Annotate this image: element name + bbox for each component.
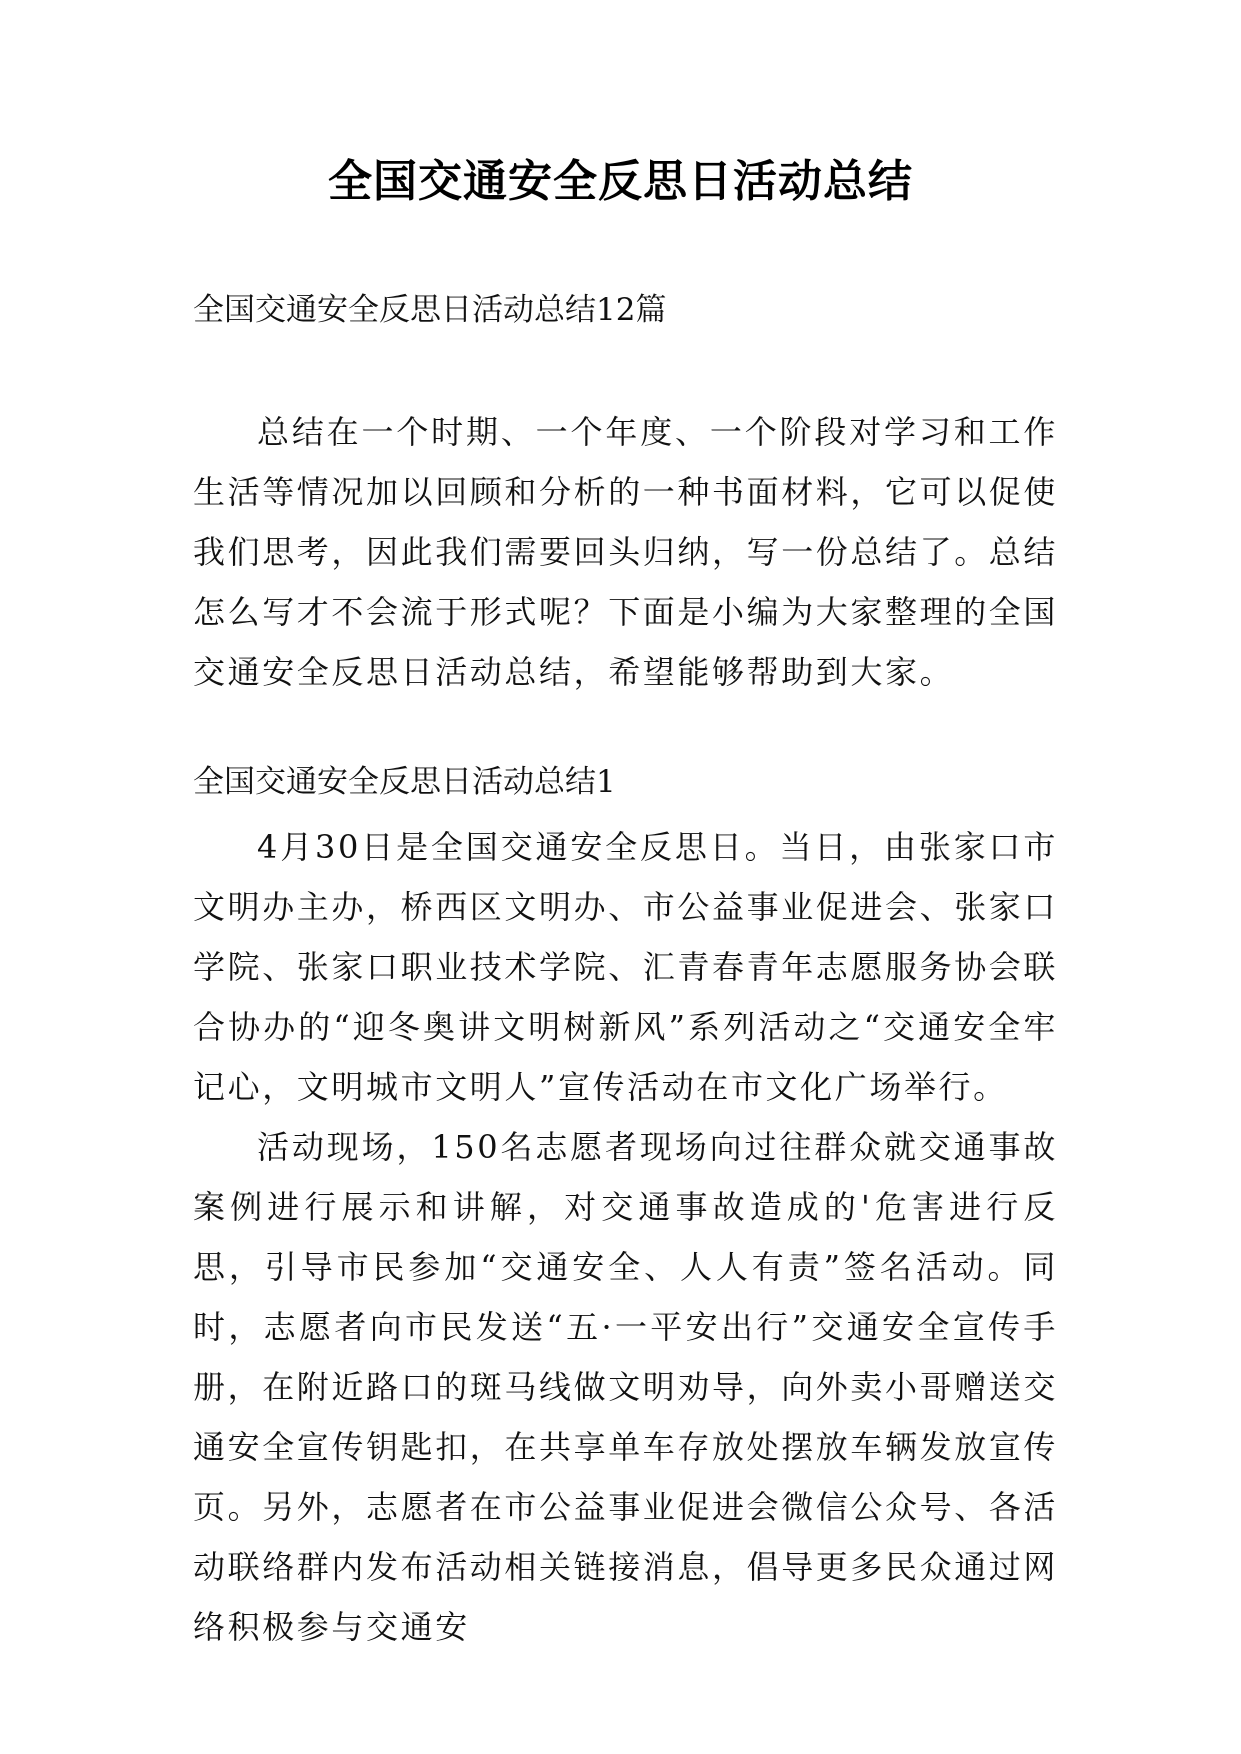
section-paragraph: 4月30日是全国交通安全反思日。当日，由张家口市文明办主办，桥西区文明办、市公益事业促进会、张家口学院、张家口职业技术学院、汇青春青年志愿服务协会联合协办的“迎冬奥讲文明树新风”系列活动之“交通安全牢记心，文明城市文明人”宣传活动在市文化广场举行。 bbox=[193, 828, 1059, 1106]
intro-paragraph: 总结在一个时期、一个年度、一个阶段对学习和工作生活等情况加以回顾和分析的一种书面材料，它可以促使我们思考，因此我们需要回头归纳，写一份总结了。总结怎么写才不会流于形式呢？下面是小编为大家整理的全国交通安全反思日活动总结，希望能够帮助到大家。 bbox=[193, 413, 1059, 691]
section-heading-1: 全国交通安全反思日活动总结1 bbox=[193, 764, 616, 800]
intro-block bbox=[193, 402, 1058, 702]
section-body-1 bbox=[193, 817, 1058, 1657]
document-subtitle: 全国交通安全反思日活动总结12篇 bbox=[193, 292, 667, 328]
document-title: 全国交通安全反思日活动总结 bbox=[328, 156, 913, 207]
section-paragraph: 活动现场，150名志愿者现场向过往群众就交通事故案例进行展示和讲解，对交通事故造成的'危害进行反思，引导市民参加“交通安全、人人有责”签名活动。同时，志愿者向市民发送“五·一平安出行”交通安全宣传手册，在附近路口的斑马线做文明劝导，向外卖小哥赠送交通安全宣传钥匙扣，在共享单车存放处摆放车辆发放宣传页。另外，志愿者在市公益事业促进会微信公众号、各活动联络群内发布活动相关链接消息，倡导更多民众通过网络积极参与交通安 bbox=[193, 1128, 1059, 1646]
